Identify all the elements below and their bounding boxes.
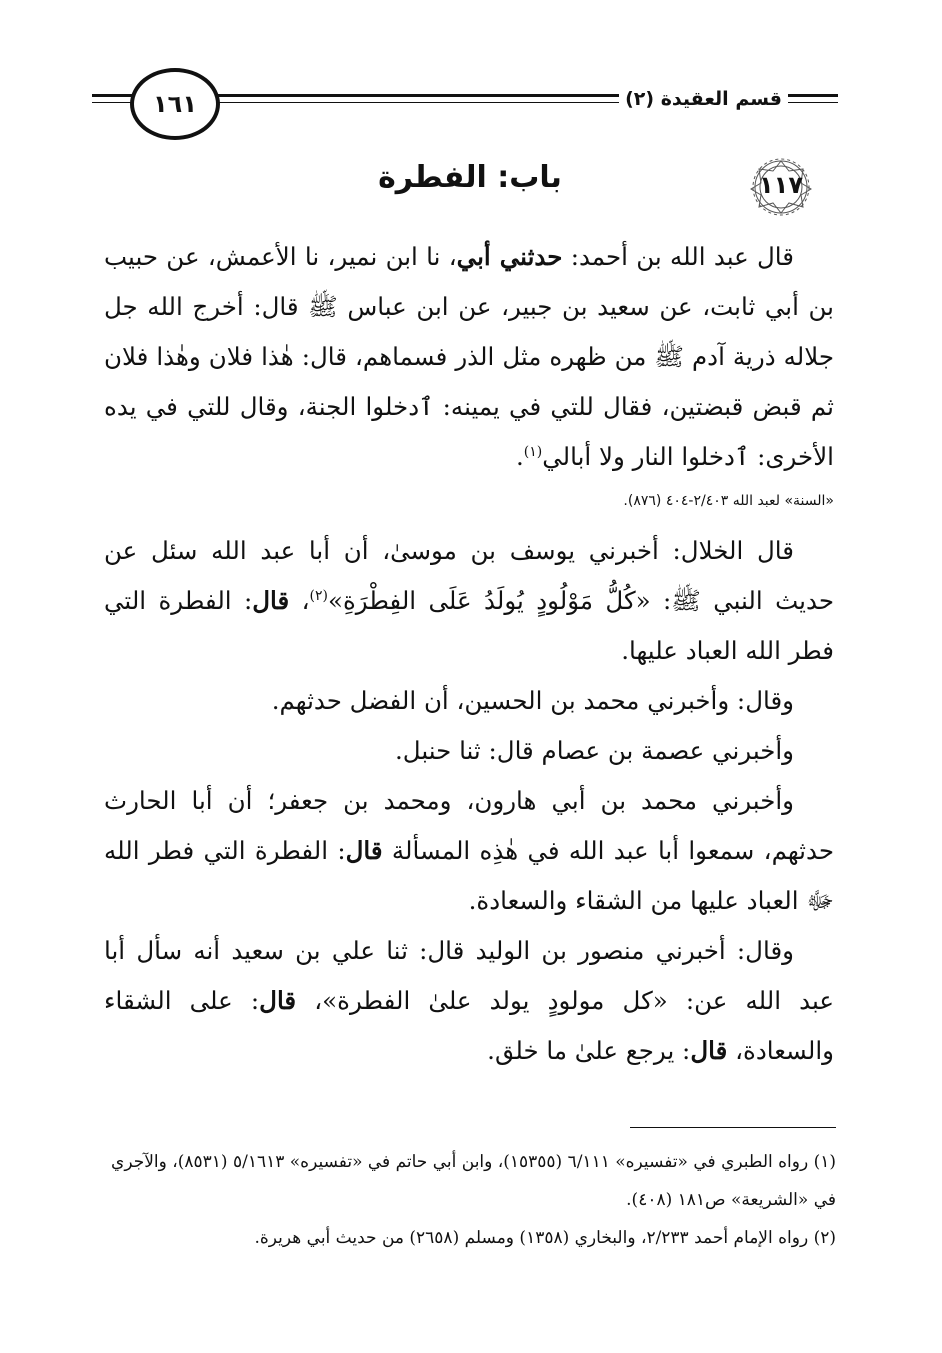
footnote-ref-1: (١): [523, 443, 543, 460]
bold-phrase: قال: [345, 836, 383, 865]
text-span: ،: [289, 586, 310, 615]
paragraph-1: [104, 232, 834, 482]
text-span: : يرجع علىٰ ما خلق.: [487, 1036, 691, 1065]
bold-phrase: قال: [252, 586, 290, 615]
text-span: : على الشقاء والسعادة،: [104, 986, 834, 1065]
paragraph-5: [104, 776, 834, 926]
paragraph-3: وقال: وأخبرني محمد بن الحسين، أن الفضل حدثهم.: [271, 686, 794, 715]
paragraph-6: [104, 926, 834, 1076]
source-citation: «السنة» لعبد الله ٢/٤٠٣-٤٠٤ (٨٧٦).: [623, 493, 834, 509]
footnotes: [104, 1143, 836, 1257]
bold-phrase: قال: [259, 986, 297, 1015]
chapter-number: ١١٧: [759, 171, 803, 199]
running-title: قسم العقيدة (٢): [619, 84, 788, 114]
footnote-2: (٢) رواه الإمام أحمد ٢/٢٣٣، والبخاري (١٣٥٨) ومسلم (٢٦٥٨) من حديث أبي هريرة.: [254, 1228, 836, 1248]
page-header: [92, 58, 838, 144]
bold-phrase: حدثني أبي: [456, 242, 563, 271]
chapter-title: باب: الفطرة: [378, 160, 562, 195]
text-span: ، نا ابن نمير، نا الأعمش، عن حبيب بن أبي ثابت، عن سعيد بن جبير، عن ابن عباس ﷺ قال: أخرج الله جل جلاله ذرية آدم ﷺ من ظهره مثل الذر فسماهم، قال: هٰذا فلان وهٰذا فلان ثم قبض قبضتين، فقال للتي في يمينه: ٱدخلوا الجنة، وقال للتي في يده الأخرى: ٱدخلوا النار ولا أبالي: [104, 242, 834, 471]
text-span: وأخبرني محمد بن أبي هارون، ومحمد بن جعفر؛ أن أبا الحارث حدثهم، سمعوا أبا عبد الله في هٰذِه المسألة: [104, 786, 834, 865]
footnote-divider: [630, 1127, 836, 1128]
chapter-number-badge: [745, 157, 817, 217]
page-number: ١٦١: [130, 68, 220, 140]
text-span: .: [515, 442, 524, 471]
paragraph-2: [104, 526, 834, 676]
main-text: [104, 232, 834, 1076]
text-span: قال عبد الله بن أحمد:: [562, 242, 794, 271]
text-span: : الفطرة التي فطر الله العباد عليها.: [104, 586, 834, 665]
footnote-ref-2: (٢): [309, 587, 328, 604]
footnote-1: (١) رواه الطبري في «تفسيره» ٦/١١١ (١٥٣٥٥)، وابن أبي حاتم في «تفسيره» ٥/١٦١٣ (٨٥٣١)، والآجري في «الشريعة» ص١٨١ (٤٠٨).: [111, 1152, 836, 1210]
bold-phrase: قال: [690, 1036, 728, 1065]
text-span: : الفطرة التي فطر الله ﷻ العباد عليها من الشقاء والسعادة.: [104, 836, 834, 915]
paragraph-4: وأخبرني عصمة بن عصام قال: ثنا حنبل.: [395, 736, 794, 765]
text-span: قال الخلال: أخبرني يوسف بن موسىٰ، أن أبا عبد الله سئل عن حديث النبي ﷺ: «كُلُّ مَوْلُودٍ يُولَدُ عَلَى الفِطْرَةِ»: [104, 536, 834, 615]
text-span: وقال: أخبرني منصور بن الوليد قال: ثنا علي بن سعيد أنه سأل أبا عبد الله عن: «كل مولودٍ يولد علىٰ الفطرة»،: [104, 936, 834, 1015]
